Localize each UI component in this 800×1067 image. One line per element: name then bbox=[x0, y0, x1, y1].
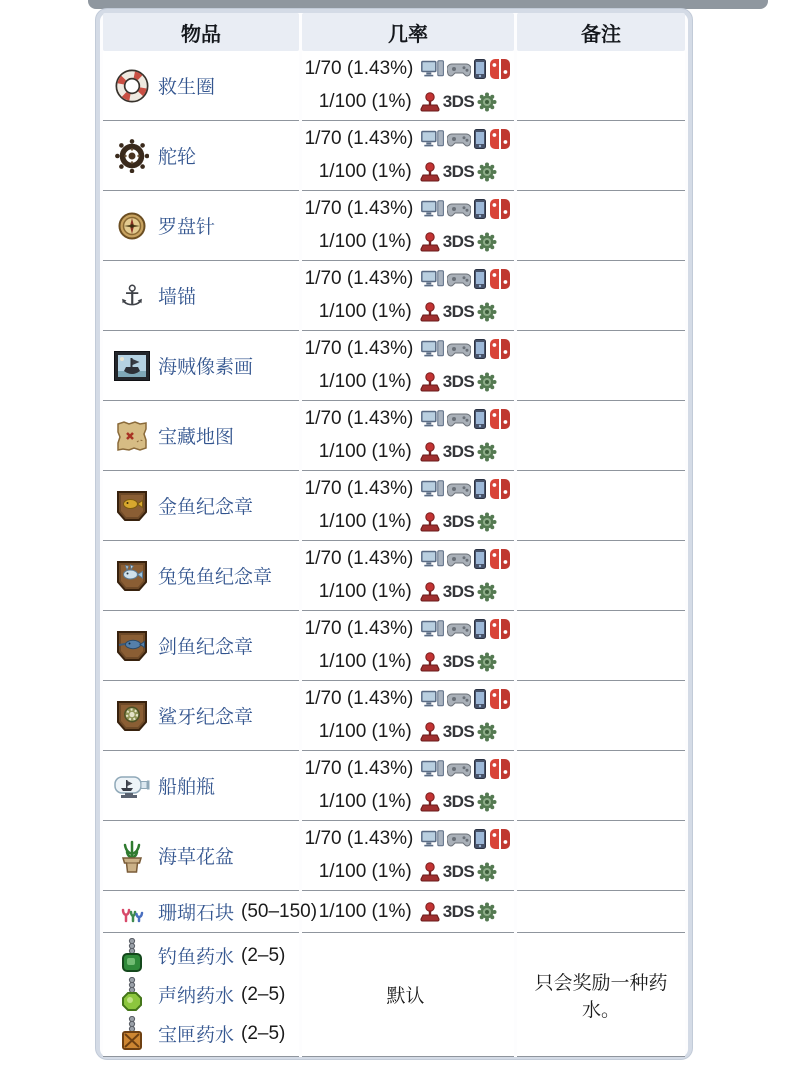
item-cell bbox=[103, 821, 299, 891]
life-preserver-icon[interactable] bbox=[113, 69, 151, 103]
chance-value: 1/70 (1.43%) bbox=[304, 408, 414, 429]
item-line bbox=[113, 1016, 298, 1052]
switch-icon[interactable] bbox=[489, 59, 511, 79]
chance-value: 1/100 (1%) bbox=[318, 231, 412, 252]
console-icon[interactable] bbox=[447, 411, 471, 427]
chance-cell bbox=[302, 51, 514, 121]
note-cell bbox=[517, 821, 685, 891]
chance-cell bbox=[302, 261, 514, 331]
item-line bbox=[113, 209, 298, 243]
old-gen-icon[interactable] bbox=[420, 372, 440, 392]
fishing-potion-icon[interactable] bbox=[113, 938, 151, 974]
note-cell bbox=[517, 751, 685, 821]
chance-value: 1/100 (1%) bbox=[318, 91, 412, 112]
3ds-icon[interactable]: 3DS bbox=[442, 652, 475, 671]
chance-cell bbox=[302, 751, 514, 821]
3ds-icon[interactable]: 3DS bbox=[442, 792, 475, 811]
desktop-icon[interactable] bbox=[421, 830, 444, 848]
3ds-icon[interactable]: 3DS bbox=[442, 442, 475, 461]
3ds-icon[interactable]: 3DS bbox=[442, 232, 475, 251]
chance-value: 1/100 (1%) bbox=[318, 721, 412, 742]
note-cell bbox=[517, 611, 685, 681]
chance-line bbox=[303, 856, 513, 889]
old-gen-icon[interactable] bbox=[420, 902, 440, 922]
note-cell bbox=[517, 51, 685, 121]
console-icon[interactable] bbox=[447, 551, 471, 567]
item-cell bbox=[103, 121, 299, 191]
seaweed-planter-icon[interactable] bbox=[113, 838, 151, 874]
item-link[interactable]: 兔兔鱼纪念章 bbox=[158, 567, 273, 588]
console-icon[interactable] bbox=[447, 341, 471, 357]
item-cell bbox=[103, 191, 299, 261]
item-quantity: (2–5) bbox=[241, 944, 286, 966]
chance-line bbox=[303, 506, 513, 539]
desktop-icon[interactable] bbox=[421, 690, 444, 708]
3ds-icon[interactable]: 3DS bbox=[442, 722, 475, 741]
item-link[interactable]: 鲨牙纪念章 bbox=[158, 707, 254, 728]
switch-icon[interactable] bbox=[489, 199, 511, 219]
chance-line bbox=[303, 403, 513, 436]
bunnyfish-trophy-icon[interactable] bbox=[113, 559, 151, 593]
item-link[interactable]: 宝藏地图 bbox=[158, 427, 235, 448]
old-gen-icon[interactable] bbox=[420, 792, 440, 812]
old-gen-icon[interactable] bbox=[420, 302, 440, 322]
tmodloader-icon[interactable] bbox=[477, 302, 497, 322]
desktop-icon[interactable] bbox=[421, 270, 444, 288]
item-line bbox=[113, 629, 298, 663]
desktop-icon[interactable] bbox=[421, 480, 444, 498]
item-line bbox=[113, 69, 298, 103]
item-link[interactable]: 宝匣药水 bbox=[158, 1025, 235, 1046]
item-link[interactable]: 海贼像素画 bbox=[158, 357, 254, 378]
tmodloader-icon[interactable] bbox=[477, 442, 497, 462]
chance-cell bbox=[302, 331, 514, 401]
chance-value: 1/70 (1.43%) bbox=[304, 688, 414, 709]
switch-icon[interactable] bbox=[489, 479, 511, 499]
table-row bbox=[103, 261, 685, 331]
chance-line bbox=[303, 683, 513, 716]
desktop-icon[interactable] bbox=[421, 410, 444, 428]
item-line bbox=[113, 489, 298, 523]
chance-value: 1/70 (1.43%) bbox=[304, 548, 414, 569]
item-line bbox=[113, 139, 298, 173]
sharkteeth-trophy-icon[interactable] bbox=[113, 699, 151, 733]
chance-line bbox=[303, 978, 513, 1011]
3ds-icon[interactable]: 3DS bbox=[442, 302, 475, 321]
item-cell bbox=[103, 261, 299, 331]
item-link[interactable]: 舵轮 bbox=[158, 147, 197, 168]
3ds-icon[interactable]: 3DS bbox=[442, 901, 475, 921]
note-cell bbox=[517, 191, 685, 261]
item-cell bbox=[103, 331, 299, 401]
item-cell bbox=[103, 611, 299, 681]
switch-icon[interactable] bbox=[489, 829, 511, 849]
table-row bbox=[103, 331, 685, 401]
tmodloader-icon[interactable] bbox=[477, 722, 497, 742]
tmodloader-icon[interactable] bbox=[477, 512, 497, 532]
item-line bbox=[113, 938, 298, 974]
pirate-painting-icon[interactable] bbox=[113, 351, 151, 381]
item-line bbox=[113, 699, 298, 733]
tmodloader-icon[interactable] bbox=[477, 792, 497, 812]
chance-value: 1/100 (1%) bbox=[318, 791, 412, 812]
note-cell bbox=[517, 933, 685, 1057]
console-icon[interactable] bbox=[447, 831, 471, 847]
mobile-icon[interactable] bbox=[474, 269, 486, 289]
chance-line bbox=[303, 86, 513, 119]
table-row bbox=[103, 611, 685, 681]
console-icon[interactable] bbox=[447, 201, 471, 217]
chance-cell bbox=[302, 121, 514, 191]
table-row bbox=[103, 821, 685, 891]
table-row bbox=[103, 891, 685, 933]
switch-icon[interactable] bbox=[489, 759, 511, 779]
switch-icon[interactable] bbox=[489, 269, 511, 289]
item-cell bbox=[103, 51, 299, 121]
drop-table bbox=[100, 13, 688, 1057]
crate-potion-icon[interactable] bbox=[113, 1016, 151, 1052]
console-icon[interactable] bbox=[447, 481, 471, 497]
chance-line bbox=[303, 543, 513, 576]
item-link[interactable]: 救生圈 bbox=[158, 77, 216, 98]
chance-value: 1/100 (1%) bbox=[318, 301, 412, 322]
item-link[interactable]: 船舶瓶 bbox=[158, 777, 216, 798]
tmodloader-icon[interactable] bbox=[477, 92, 497, 112]
item-line bbox=[113, 898, 318, 925]
mobile-icon[interactable] bbox=[474, 129, 486, 149]
ship-in-bottle-icon[interactable] bbox=[113, 771, 151, 801]
chance-line bbox=[303, 895, 513, 928]
column-header-notes: 备注 bbox=[517, 13, 685, 51]
table-row bbox=[103, 401, 685, 471]
chance-line bbox=[303, 226, 513, 259]
item-line bbox=[113, 559, 298, 593]
chance-line bbox=[303, 263, 513, 296]
desktop-icon[interactable] bbox=[421, 200, 444, 218]
item-quantity: (50–150) bbox=[241, 900, 318, 922]
switch-icon[interactable] bbox=[489, 689, 511, 709]
compass-icon[interactable] bbox=[113, 209, 151, 243]
chance-value: 1/70 (1.43%) bbox=[304, 58, 414, 79]
chance-cell bbox=[302, 471, 514, 541]
old-gen-icon[interactable] bbox=[420, 162, 440, 182]
table-row bbox=[103, 51, 685, 121]
mobile-icon[interactable] bbox=[474, 199, 486, 219]
tmodloader-icon[interactable] bbox=[477, 582, 497, 602]
chance-line bbox=[303, 53, 513, 86]
3ds-icon[interactable]: 3DS bbox=[442, 582, 475, 601]
chance-line bbox=[303, 333, 513, 366]
item-line bbox=[113, 420, 298, 452]
chance-cell bbox=[302, 611, 514, 681]
item-cell bbox=[103, 471, 299, 541]
3ds-icon[interactable]: 3DS bbox=[442, 162, 475, 181]
note-cell bbox=[517, 261, 685, 331]
item-cell bbox=[103, 401, 299, 471]
switch-icon[interactable] bbox=[489, 409, 511, 429]
chance-line bbox=[303, 646, 513, 679]
mobile-icon[interactable] bbox=[474, 549, 486, 569]
chance-value: 1/70 (1.43%) bbox=[304, 478, 414, 499]
console-icon[interactable] bbox=[447, 691, 471, 707]
3ds-icon[interactable]: 3DS bbox=[442, 92, 475, 111]
desktop-icon[interactable] bbox=[421, 130, 444, 148]
item-cell bbox=[103, 751, 299, 821]
drop-table-card bbox=[95, 8, 693, 1060]
chance-value: 1/70 (1.43%) bbox=[304, 828, 414, 849]
tmodloader-icon[interactable] bbox=[477, 372, 497, 392]
item-quantity: (2–5) bbox=[241, 983, 286, 1005]
item-cell bbox=[103, 541, 299, 611]
chance-cell bbox=[302, 821, 514, 891]
chance-value: 1/100 (1%) bbox=[318, 651, 412, 672]
chance-value: 1/70 (1.43%) bbox=[304, 198, 414, 219]
3ds-icon[interactable]: 3DS bbox=[442, 862, 475, 881]
swordfish-trophy-icon[interactable] bbox=[113, 629, 151, 663]
item-link[interactable]: 声纳药水 bbox=[158, 986, 235, 1007]
chance-cell bbox=[302, 933, 514, 1057]
desktop-icon[interactable] bbox=[421, 340, 444, 358]
mobile-icon[interactable] bbox=[474, 829, 486, 849]
mobile-icon[interactable] bbox=[474, 59, 486, 79]
item-line bbox=[113, 278, 298, 312]
chance-line bbox=[303, 436, 513, 469]
chance-line bbox=[303, 823, 513, 856]
chance-line bbox=[303, 156, 513, 189]
goldfish-trophy-icon[interactable] bbox=[113, 489, 151, 523]
chance-value: 1/70 (1.43%) bbox=[304, 338, 414, 359]
note-cell bbox=[517, 401, 685, 471]
item-quantity: (2–5) bbox=[241, 1022, 286, 1044]
treasure-map-icon[interactable] bbox=[113, 420, 151, 452]
note-cell bbox=[517, 121, 685, 191]
chance-value: 1/70 (1.43%) bbox=[304, 128, 414, 149]
chance-cell bbox=[302, 191, 514, 261]
old-gen-icon[interactable] bbox=[420, 512, 440, 532]
note-cell bbox=[517, 471, 685, 541]
chance-line bbox=[303, 716, 513, 749]
3ds-icon[interactable]: 3DS bbox=[442, 512, 475, 531]
chance-cell bbox=[302, 541, 514, 611]
mobile-icon[interactable] bbox=[474, 759, 486, 779]
item-link[interactable]: 金鱼纪念章 bbox=[158, 497, 254, 518]
coral-icon[interactable] bbox=[113, 901, 151, 923]
3ds-icon[interactable]: 3DS bbox=[442, 372, 475, 391]
tmodloader-icon[interactable] bbox=[477, 902, 497, 922]
tmodloader-icon[interactable] bbox=[477, 232, 497, 252]
column-header-item: 物品 bbox=[103, 13, 299, 51]
header-row bbox=[103, 13, 685, 51]
tmodloader-icon[interactable] bbox=[477, 862, 497, 882]
note-cell bbox=[517, 541, 685, 611]
console-icon[interactable] bbox=[447, 131, 471, 147]
mobile-icon[interactable] bbox=[474, 339, 486, 359]
desktop-icon[interactable] bbox=[421, 550, 444, 568]
console-icon[interactable] bbox=[447, 621, 471, 637]
item-link[interactable]: 墙锚 bbox=[158, 287, 197, 308]
sonar-potion-icon[interactable] bbox=[113, 977, 151, 1013]
chance-value: 1/70 (1.43%) bbox=[304, 268, 414, 289]
item-cell bbox=[103, 933, 299, 1057]
note-cell bbox=[517, 331, 685, 401]
chance-value: 1/100 (1%) bbox=[318, 511, 412, 532]
mobile-icon[interactable] bbox=[474, 689, 486, 709]
item-line bbox=[113, 977, 298, 1013]
switch-icon[interactable] bbox=[489, 129, 511, 149]
chance-line bbox=[303, 296, 513, 329]
chance-line bbox=[303, 473, 513, 506]
item-cell bbox=[103, 681, 299, 751]
desktop-icon[interactable] bbox=[421, 620, 444, 638]
switch-icon[interactable] bbox=[489, 549, 511, 569]
old-gen-icon[interactable] bbox=[420, 652, 440, 672]
item-link[interactable]: 剑鱼纪念章 bbox=[158, 637, 254, 658]
chance-line bbox=[303, 123, 513, 156]
table-row bbox=[103, 933, 685, 1057]
chance-value: 默认 bbox=[386, 986, 425, 1007]
mobile-icon[interactable] bbox=[474, 479, 486, 499]
desktop-icon[interactable] bbox=[421, 60, 444, 78]
mobile-icon[interactable] bbox=[474, 619, 486, 639]
note-cell bbox=[517, 681, 685, 751]
switch-icon[interactable] bbox=[489, 619, 511, 639]
chance-line bbox=[303, 576, 513, 609]
chance-line bbox=[303, 613, 513, 646]
item-line bbox=[113, 351, 298, 381]
chance-cell bbox=[302, 401, 514, 471]
table-row bbox=[103, 681, 685, 751]
table-row bbox=[103, 471, 685, 541]
item-link[interactable]: 海草花盆 bbox=[158, 847, 235, 868]
switch-icon[interactable] bbox=[489, 339, 511, 359]
tmodloader-icon[interactable] bbox=[477, 162, 497, 182]
item-link[interactable]: 珊瑚石块 bbox=[158, 903, 235, 924]
chance-value: 1/100 (1%) bbox=[318, 581, 412, 602]
item-cell bbox=[103, 891, 318, 933]
console-icon[interactable] bbox=[447, 761, 471, 777]
table-row bbox=[103, 751, 685, 821]
item-line bbox=[113, 771, 298, 801]
note-cell bbox=[517, 891, 685, 933]
table-row bbox=[103, 541, 685, 611]
chance-value: 1/100 (1%) bbox=[318, 161, 412, 182]
table-row bbox=[103, 191, 685, 261]
item-line bbox=[113, 838, 298, 874]
ships-wheel-icon[interactable] bbox=[113, 139, 151, 173]
chance-value: 1/100 (1%) bbox=[318, 371, 412, 392]
old-gen-icon[interactable] bbox=[420, 582, 440, 602]
old-gen-icon[interactable] bbox=[420, 92, 440, 112]
old-gen-icon[interactable] bbox=[420, 862, 440, 882]
chance-line bbox=[303, 366, 513, 399]
chance-cell bbox=[302, 891, 514, 933]
chance-value: 1/70 (1.43%) bbox=[304, 618, 414, 639]
chance-value: 1/100 (1%) bbox=[318, 900, 412, 922]
item-link[interactable]: 罗盘针 bbox=[158, 217, 216, 238]
chance-value: 1/100 (1%) bbox=[318, 861, 412, 882]
old-gen-icon[interactable] bbox=[420, 232, 440, 252]
mobile-icon[interactable] bbox=[474, 409, 486, 429]
wall-anchor-icon[interactable]: ⚓ bbox=[119, 278, 145, 312]
note-text: 只会奖励一种药水。 bbox=[534, 972, 668, 1021]
chance-line bbox=[303, 786, 513, 819]
desktop-icon[interactable] bbox=[421, 760, 444, 778]
console-icon[interactable] bbox=[447, 271, 471, 287]
tmodloader-icon[interactable] bbox=[477, 652, 497, 672]
old-gen-icon[interactable] bbox=[420, 442, 440, 462]
item-link[interactable]: 钓鱼药水 bbox=[158, 947, 235, 968]
chance-value: 1/100 (1%) bbox=[318, 441, 412, 462]
chance-line bbox=[303, 753, 513, 786]
old-gen-icon[interactable] bbox=[420, 722, 440, 742]
column-header-chance: 几率 bbox=[302, 13, 514, 51]
chance-value: 1/70 (1.43%) bbox=[304, 758, 414, 779]
console-icon[interactable] bbox=[447, 61, 471, 77]
chance-line bbox=[303, 193, 513, 226]
chance-cell bbox=[302, 681, 514, 751]
table-row bbox=[103, 121, 685, 191]
